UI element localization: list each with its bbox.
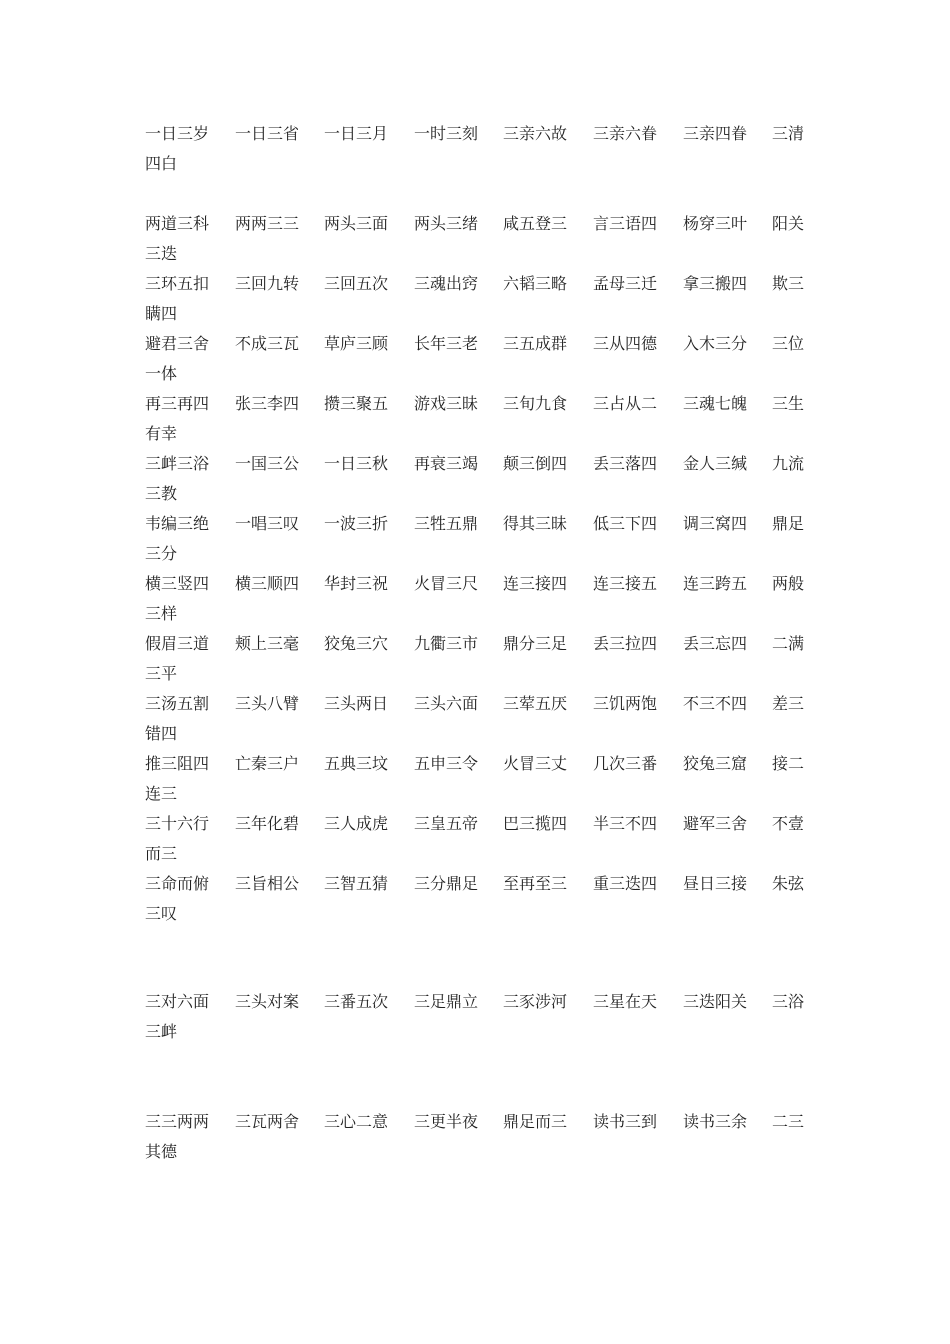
idiom-continuation: 三分 — [145, 544, 178, 563]
idiom-paragraph-4 — [145, 1112, 825, 1172]
idiom-text: 三环五扣 — [145, 274, 210, 293]
text-line — [145, 274, 825, 304]
idiom-continuation: 三叹 — [145, 904, 178, 923]
idiom-continuation: 三迭 — [145, 244, 178, 263]
idiom-text: 九衢三市 — [414, 634, 479, 653]
idiom-text: 游戏三昧 — [414, 394, 479, 413]
idiom-text: 韦编三绝 — [145, 514, 210, 533]
idiom-text: 两头三绪 — [414, 214, 479, 233]
text-line — [145, 724, 825, 754]
idiom-text: 朱弦 — [772, 874, 805, 893]
idiom-text: 调三窝四 — [683, 514, 748, 533]
idiom-continuation: 其德 — [145, 1142, 178, 1161]
text-line — [145, 154, 825, 184]
idiom-text: 鼎分三足 — [503, 634, 568, 653]
idiom-text: 低三下四 — [593, 514, 658, 533]
idiom-text: 避军三舍 — [683, 814, 748, 833]
idiom-text: 三荤五厌 — [503, 694, 568, 713]
idiom-text: 草庐三顾 — [324, 334, 389, 353]
idiom-text: 入木三分 — [683, 334, 748, 353]
idiom-continuation: 三平 — [145, 664, 178, 683]
idiom-text: 三年化碧 — [235, 814, 300, 833]
idiom-text: 华封三祝 — [324, 574, 389, 593]
text-line — [145, 992, 825, 1022]
idiom-text: 一日三秋 — [324, 454, 389, 473]
idiom-text: 几次三番 — [593, 754, 658, 773]
idiom-text: 三从四德 — [593, 334, 658, 353]
idiom-text: 丢三落四 — [593, 454, 658, 473]
idiom-text: 三足鼎立 — [414, 992, 479, 1011]
idiom-text: 连三跨五 — [683, 574, 748, 593]
idiom-continuation: 三样 — [145, 604, 178, 623]
idiom-text: 三三两两 — [145, 1112, 210, 1131]
idiom-text: 一日三省 — [235, 124, 300, 143]
idiom-paragraph-2 — [145, 214, 825, 934]
idiom-text: 三衅三浴 — [145, 454, 210, 473]
idiom-text: 丢三拉四 — [593, 634, 658, 653]
idiom-text: 两般 — [772, 574, 805, 593]
text-line — [145, 514, 825, 544]
idiom-text: 三饥两饱 — [593, 694, 658, 713]
idiom-text: 再衰三竭 — [414, 454, 479, 473]
idiom-text: 金人三缄 — [683, 454, 748, 473]
idiom-text: 三位 — [772, 334, 805, 353]
text-line — [145, 904, 825, 934]
idiom-text: 五申三令 — [414, 754, 479, 773]
idiom-text: 避君三舍 — [145, 334, 210, 353]
idiom-text: 不壹 — [772, 814, 805, 833]
idiom-text: 三亲六故 — [503, 124, 568, 143]
idiom-text: 一国三公 — [235, 454, 300, 473]
idiom-text: 连三接五 — [593, 574, 658, 593]
idiom-continuation: 瞒四 — [145, 304, 178, 323]
text-line — [145, 784, 825, 814]
idiom-text: 杨穿三叶 — [683, 214, 748, 233]
idiom-text: 二满 — [772, 634, 805, 653]
idiom-text: 一时三刻 — [414, 124, 479, 143]
idiom-text: 五典三坟 — [324, 754, 389, 773]
idiom-text: 言三语四 — [593, 214, 658, 233]
idiom-text: 差三 — [772, 694, 805, 713]
idiom-text: 孟母三迁 — [593, 274, 658, 293]
idiom-text: 三皇五帝 — [414, 814, 479, 833]
idiom-text: 颠三倒四 — [503, 454, 568, 473]
idiom-text: 假眉三道 — [145, 634, 210, 653]
idiom-text: 半三不四 — [593, 814, 658, 833]
idiom-text: 三回五次 — [324, 274, 389, 293]
idiom-continuation: 连三 — [145, 784, 178, 803]
idiom-text: 三汤五割 — [145, 694, 210, 713]
idiom-text: 三更半夜 — [414, 1112, 479, 1131]
idiom-text: 拿三搬四 — [683, 274, 748, 293]
idiom-text: 欺三 — [772, 274, 805, 293]
idiom-text: 丢三忘四 — [683, 634, 748, 653]
idiom-text: 九流 — [772, 454, 805, 473]
idiom-continuation: 有幸 — [145, 424, 178, 443]
idiom-text: 再三再四 — [145, 394, 210, 413]
idiom-text: 三魂七魄 — [683, 394, 748, 413]
idiom-text: 六韬三略 — [503, 274, 568, 293]
idiom-text: 三头对案 — [235, 992, 300, 1011]
idiom-text: 三分鼎足 — [414, 874, 479, 893]
idiom-text: 连三接四 — [503, 574, 568, 593]
idiom-text: 不成三瓦 — [235, 334, 300, 353]
idiom-text: 一日三月 — [324, 124, 389, 143]
idiom-text: 巴三揽四 — [503, 814, 568, 833]
idiom-continuation: 而三 — [145, 844, 178, 863]
idiom-text: 三旨相公 — [235, 874, 300, 893]
idiom-text: 昼日三接 — [683, 874, 748, 893]
idiom-text: 三瓦两舍 — [235, 1112, 300, 1131]
idiom-paragraph-3 — [145, 992, 825, 1052]
idiom-text: 一唱三叹 — [235, 514, 300, 533]
text-line — [145, 754, 825, 784]
idiom-text: 火冒三丈 — [503, 754, 568, 773]
idiom-text: 至再至三 — [503, 874, 568, 893]
idiom-text: 三魂出窍 — [414, 274, 479, 293]
text-line — [145, 574, 825, 604]
text-line — [145, 304, 825, 334]
idiom-text: 三头两日 — [324, 694, 389, 713]
text-line — [145, 364, 825, 394]
idiom-text: 三命而俯 — [145, 874, 210, 893]
idiom-text: 三生 — [772, 394, 805, 413]
idiom-text: 三人成虎 — [324, 814, 389, 833]
idiom-text: 三占从二 — [593, 394, 658, 413]
idiom-text: 三头六面 — [414, 694, 479, 713]
text-line — [145, 814, 825, 844]
idiom-text: 三智五猜 — [324, 874, 389, 893]
text-line — [145, 424, 825, 454]
idiom-text: 三回九转 — [235, 274, 300, 293]
text-line — [145, 1112, 825, 1142]
text-line — [145, 874, 825, 904]
idiom-text: 三亲六眷 — [593, 124, 658, 143]
idiom-text: 接二 — [772, 754, 805, 773]
idiom-text: 三清 — [772, 124, 805, 143]
idiom-text: 重三迭四 — [593, 874, 658, 893]
text-line — [145, 1142, 825, 1172]
idiom-text: 推三阻四 — [145, 754, 210, 773]
idiom-continuation: 四白 — [145, 154, 178, 173]
idiom-text: 两头三面 — [324, 214, 389, 233]
idiom-text: 三五成群 — [503, 334, 568, 353]
idiom-text: 横三顺四 — [235, 574, 300, 593]
text-line — [145, 394, 825, 424]
idiom-text: 一日三岁 — [145, 124, 210, 143]
idiom-text: 攒三聚五 — [324, 394, 389, 413]
idiom-text: 两道三科 — [145, 214, 210, 233]
idiom-text: 三星在天 — [593, 992, 658, 1011]
idiom-text: 两两三三 — [235, 214, 300, 233]
idiom-text: 三心二意 — [324, 1112, 389, 1131]
idiom-text: 火冒三尺 — [414, 574, 479, 593]
text-line — [145, 634, 825, 664]
text-line — [145, 454, 825, 484]
text-line — [145, 124, 825, 154]
idiom-text: 三头八臂 — [235, 694, 300, 713]
idiom-text: 阳关 — [772, 214, 805, 233]
idiom-text: 狡兔三窟 — [683, 754, 748, 773]
text-line — [145, 664, 825, 694]
idiom-continuation: 一体 — [145, 364, 178, 383]
idiom-text: 三旬九食 — [503, 394, 568, 413]
text-line — [145, 484, 825, 514]
idiom-text: 咸五登三 — [503, 214, 568, 233]
idiom-text: 长年三老 — [414, 334, 479, 353]
idiom-text: 狡兔三穴 — [324, 634, 389, 653]
idiom-text: 得其三昧 — [503, 514, 568, 533]
idiom-text: 张三李四 — [235, 394, 300, 413]
idiom-continuation: 错四 — [145, 724, 178, 743]
idiom-text: 三迭阳关 — [683, 992, 748, 1011]
idiom-text: 三豕涉河 — [503, 992, 568, 1011]
text-line — [145, 544, 825, 574]
idiom-paragraph-1 — [145, 124, 825, 184]
idiom-text: 鼎足而三 — [503, 1112, 568, 1131]
idiom-continuation: 三衅 — [145, 1022, 178, 1041]
idiom-text: 亡秦三户 — [235, 754, 300, 773]
idiom-text: 不三不四 — [683, 694, 748, 713]
idiom-text: 鼎足 — [772, 514, 805, 533]
text-line — [145, 604, 825, 634]
idiom-text: 三牲五鼎 — [414, 514, 479, 533]
text-line — [145, 244, 825, 274]
idiom-text: 读书三余 — [683, 1112, 748, 1131]
text-line — [145, 214, 825, 244]
idiom-text: 一波三折 — [324, 514, 389, 533]
idiom-text: 三亲四眷 — [683, 124, 748, 143]
idiom-text: 三浴 — [772, 992, 805, 1011]
text-line — [145, 694, 825, 724]
text-line — [145, 1022, 825, 1052]
idiom-continuation: 三教 — [145, 484, 178, 503]
idiom-text: 三对六面 — [145, 992, 210, 1011]
idiom-text: 读书三到 — [593, 1112, 658, 1131]
idiom-text: 二三 — [772, 1112, 805, 1131]
idiom-text: 横三竖四 — [145, 574, 210, 593]
idiom-text: 颊上三毫 — [235, 634, 300, 653]
idiom-text: 三十六行 — [145, 814, 210, 833]
idiom-text: 三番五次 — [324, 992, 389, 1011]
text-line — [145, 334, 825, 364]
text-line — [145, 844, 825, 874]
